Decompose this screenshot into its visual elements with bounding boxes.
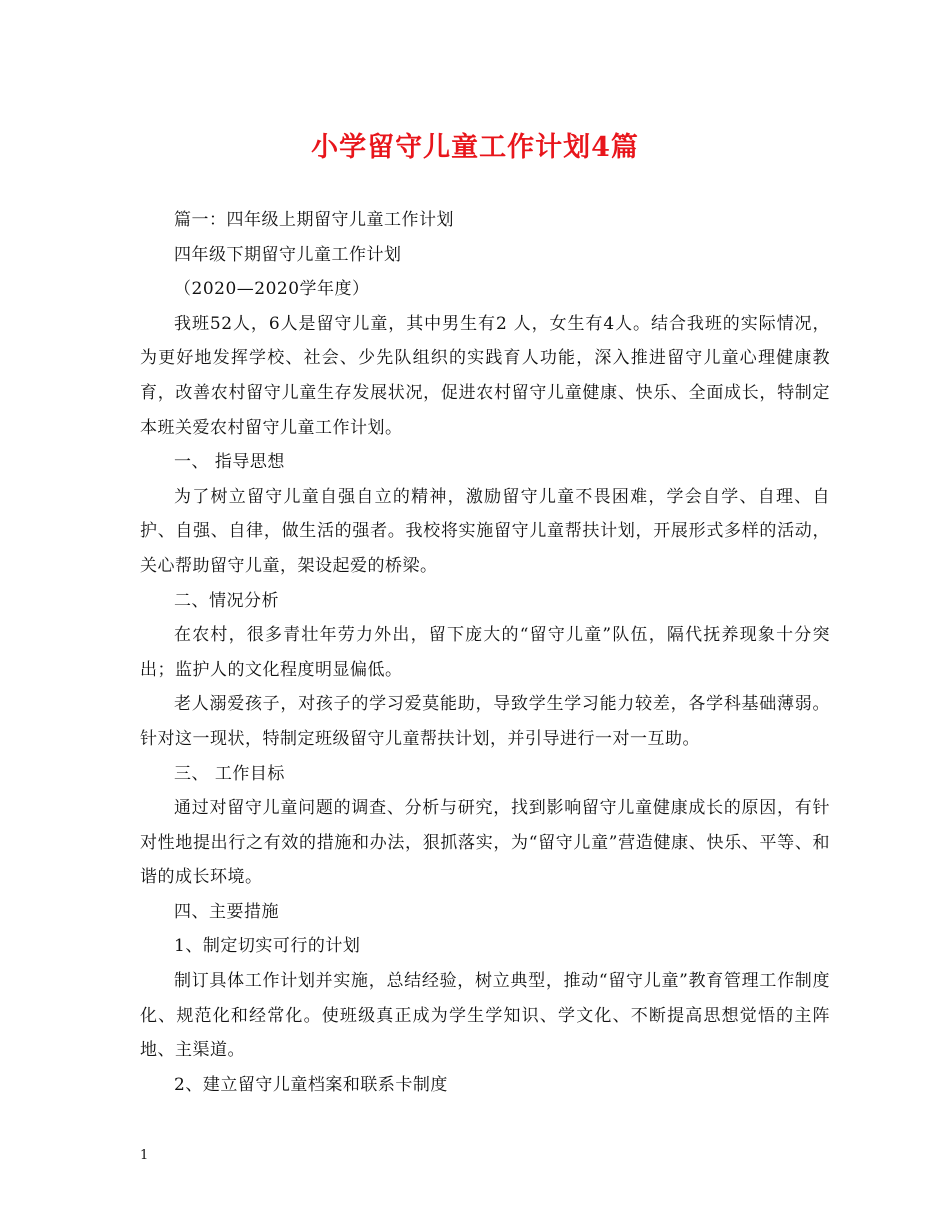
situation-paragraph-2: 老人溺爱孩子，对孩子的学习爱莫能助，导致学生学习能力较差，各学科基础薄弱。针对这一现状，特制定班级留守儿童帮扶计划，并引导进行一对一互助。 [140,694,830,749]
work-goals-paragraph: 通过对留守儿童问题的调查、分析与研究，找到影响留守儿童健康成长的原因，有针对性地提出行之有效的措施和办法，狠抓落实，为“留守儿童”营造健康、快乐、平等、和谐的成长环境。 [140,798,830,888]
plan-subtitle: 四年级下期留守儿童工作计划 [174,244,402,265]
section-heading-part-one: 篇一：四年级上期留守儿童工作计划 [174,210,454,230]
school-year-note: （2020—2020学年度） [174,279,370,300]
guiding-ideology-paragraph: 为了树立留守儿童自强自立的精神，激励留守儿童不畏困难，学会自学、自理、自护、自强、自律，做生活的强者。我校将实施留守儿童帮扶计划，开展形式多样的活动，关心帮助留守儿童，架设起爱的桥梁。 [140,486,830,576]
heading-main-measures: 四、主要措施 [174,901,279,922]
heading-guiding-ideology: 一、 指导思想 [174,452,285,473]
document-body [140,203,830,1102]
document-title: 小学留守儿童工作计划4篇 [311,132,639,163]
situation-paragraph-1: 在农村，很多青壮年劳力外出，留下庞大的“留守儿童”队伍，隔代抚养现象十分突出；监护人的文化程度明显偏低。 [140,625,830,680]
heading-work-goals: 三、 工作目标 [174,763,285,784]
measure-1-heading: 1、制定切实可行的计划 [174,936,361,957]
page-number: 1 [140,1148,149,1163]
heading-situation-analysis: 二、情况分析 [174,590,279,611]
measure-1-paragraph: 制订具体工作计划并实施，总结经验，树立典型，推动“留守儿童”教育管理工作制度化、规范化和经常化。使班级真正成为学生学知识、学文化、不断提高思想觉悟的主阵地、主渠道。 [140,971,830,1061]
measure-2-heading: 2、建立留守儿童档案和联系卡制度 [174,1074,448,1095]
intro-paragraph: 我班52人，6人是留守儿童，其中男生有2 人，女生有4人。结合我班的实际情况，为更好地发挥学校、社会、少先队组织的实践育人功能，深入推进留守儿童心理健康教育，改善农村留守儿童生存发展状况，促进农村留守儿童健康、快乐、全面成长，特制定本班关爱农村留守儿童工作计划。 [140,313,830,438]
